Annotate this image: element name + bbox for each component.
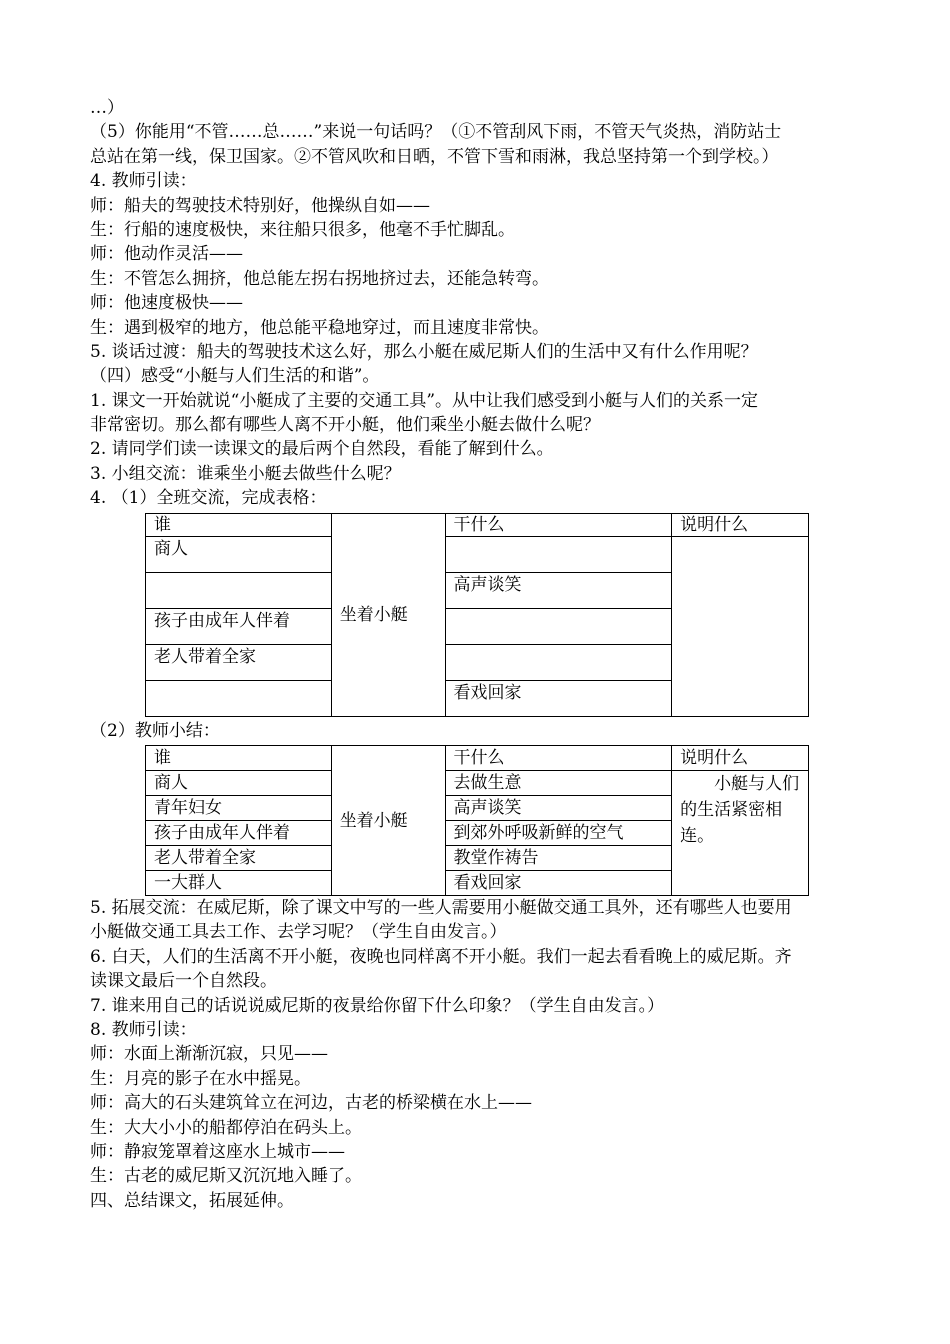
text-line: （5）你能用“不管……总……”来说一句话吗？（①不管刮风下雨，不管天气炎热，消防站士 xyxy=(90,122,782,143)
meaning-cell: 小艇与人们的生活紧密相连。 xyxy=(672,771,809,896)
text-line: 总站在第一线，保卫国家。②不管风吹和日晒，不管下雪和雨淋，我总坚持第一个到学校。） xyxy=(90,146,779,167)
text-line: 师：静寂笼罩着这座水上城市—— xyxy=(90,1141,345,1162)
who-cell xyxy=(146,680,332,716)
text-block-bottom xyxy=(90,896,870,1213)
header-what: 干什么 xyxy=(445,746,672,771)
what-cell: 去做生意 xyxy=(445,771,672,796)
text-line: 读课文最后一个自然段。 xyxy=(90,971,277,992)
text-line: 5. 拓展交流：在威尼斯，除了课文中写的一些人需要用小艇做交通工具外，还有哪些人也要用 xyxy=(90,898,792,919)
who-cell: 商人 xyxy=(146,536,332,572)
text-line: 1. 课文一开始就说“小艇成了主要的交通工具”。从中让我们感受到小艇与人们的关系一定 xyxy=(90,390,759,411)
text-line: 生：月亮的影子在水中摇晃。 xyxy=(90,1068,311,1089)
what-cell: 高声谈笑 xyxy=(445,572,672,608)
header-what: 干什么 xyxy=(445,513,672,536)
text-line: …） xyxy=(90,98,124,118)
what-cell: 教堂作祷告 xyxy=(445,846,672,871)
what-cell xyxy=(445,536,672,572)
who-cell: 老人带着全家 xyxy=(146,644,332,680)
text-line: 非常密切。那么都有哪些人离不开小艇，他们乘坐小艇去做什么呢？ xyxy=(90,415,600,436)
middle-cell: 坐着小艇 xyxy=(331,746,445,896)
text-line: 6. 白天，人们的生活离不开小艇，夜晚也同样离不开小艇。我们一起去看看晚上的威尼斯。齐 xyxy=(90,946,792,967)
header-who: 谁 xyxy=(146,746,332,771)
middle-cell: 坐着小艇 xyxy=(331,513,445,716)
who-cell: 孩子由成年人伴着 xyxy=(146,608,332,644)
text-line: （四）感受“小艇与人们生活的和谐”。 xyxy=(90,366,380,387)
exercise-table xyxy=(145,513,809,717)
text-line: 生：遇到极窄的地方，他总能平稳地穿过，而且速度非常快。 xyxy=(90,317,549,338)
what-cell xyxy=(445,644,672,680)
summary-label: （2）教师小结： xyxy=(90,720,220,741)
text-line: 生：行船的速度极快，来往船只很多，他毫不手忙脚乱。 xyxy=(90,219,515,240)
text-line: 4. 教师引读： xyxy=(90,171,197,192)
text-line: 师：他动作灵活—— xyxy=(90,244,243,265)
text-line: 师：他速度极快—— xyxy=(90,293,243,314)
text-line: 5. 谈话过渡：船夫的驾驶技术这么好，那么小艇在威尼斯人们的生活中又有什么作用呢？ xyxy=(90,341,758,362)
text-line: 师：水面上渐渐沉寂，只见—— xyxy=(90,1044,328,1065)
what-cell: 看戏回家 xyxy=(445,680,672,716)
what-cell xyxy=(445,608,672,644)
text-line: 四、总结课文，拓展延伸。 xyxy=(90,1190,294,1211)
who-cell: 一大群人 xyxy=(146,871,332,896)
meaning-cell xyxy=(672,536,809,716)
text-line: 师：高大的石头建筑耸立在河边，古老的桥梁横在水上—— xyxy=(90,1093,532,1114)
what-cell: 高声谈笑 xyxy=(445,796,672,821)
summary-table xyxy=(145,745,809,896)
header-who: 谁 xyxy=(146,513,332,536)
text-line: 2. 请同学们读一读课文的最后两个自然段，看能了解到什么。 xyxy=(90,439,554,460)
text-line: 师：船夫的驾驶技术特别好，他操纵自如—— xyxy=(90,195,430,216)
text-line: 4. （1）全班交流，完成表格： xyxy=(90,488,327,509)
who-cell: 老人带着全家 xyxy=(146,846,332,871)
text-line: 生：古老的威尼斯又沉沉地入睡了。 xyxy=(90,1166,362,1187)
text-block-top xyxy=(90,96,870,511)
header-meaning: 说明什么 xyxy=(672,746,809,771)
text-line: 生：不管怎么拥挤，他总能左拐右拐地挤过去，还能急转弯。 xyxy=(90,268,549,289)
text-line: 小艇做交通工具去工作、去学习呢？（学生自由发言。） xyxy=(90,922,507,943)
text-line: 7. 谁来用自己的话说说威尼斯的夜景给你留下什么印象？（学生自由发言。） xyxy=(90,995,665,1016)
who-cell: 青年妇女 xyxy=(146,796,332,821)
text-line: 生：大大小小的船都停泊在码头上。 xyxy=(90,1117,362,1138)
text-line: 3. 小组交流：谁乘坐小艇去做些什么呢？ xyxy=(90,463,401,484)
what-cell: 看戏回家 xyxy=(445,871,672,896)
what-cell: 到郊外呼吸新鲜的空气 xyxy=(445,821,672,846)
header-meaning: 说明什么 xyxy=(672,513,809,536)
document-page xyxy=(90,96,870,1213)
who-cell: 孩子由成年人伴着 xyxy=(146,821,332,846)
who-cell: 商人 xyxy=(146,771,332,796)
text-line: 8. 教师引读： xyxy=(90,1019,197,1040)
who-cell xyxy=(146,572,332,608)
